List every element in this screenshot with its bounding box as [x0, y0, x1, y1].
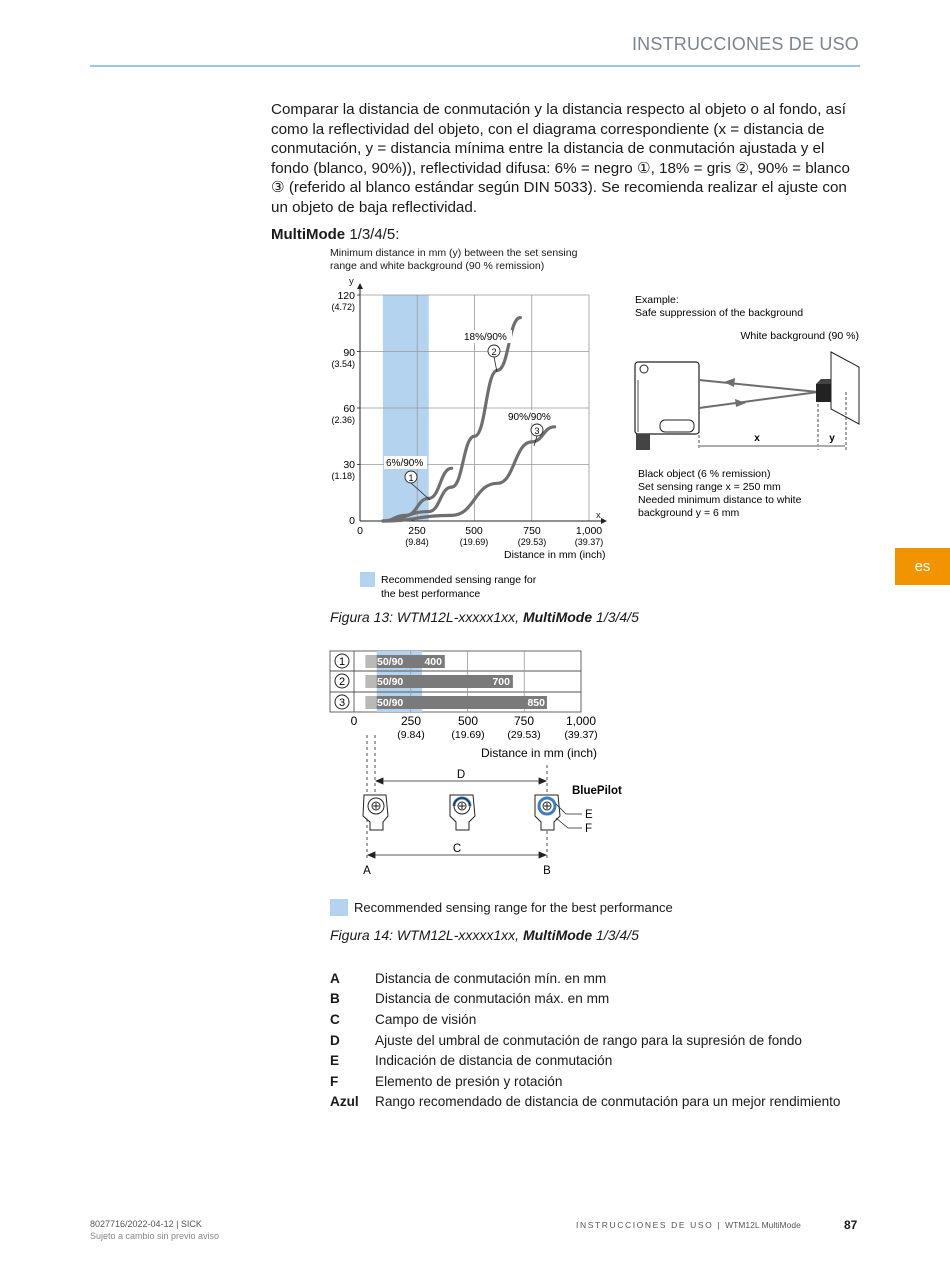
fig14-bar-start-label: 50/90 — [377, 697, 404, 709]
fig14-xtick-main: 250 — [400, 714, 422, 728]
dim-x-label: x — [754, 433, 760, 444]
fig13-x-axis-label: Distance in mm (inch) — [504, 549, 606, 561]
caption-bold: MultiMode — [522, 609, 593, 625]
fig13-curve-label-2 — [462, 330, 512, 357]
page-number: 87 — [844, 1218, 858, 1232]
fig13-x-letter: x — [596, 510, 601, 521]
fig14-bar-start — [365, 655, 376, 668]
legend-key: C — [330, 1011, 340, 1027]
return-beam — [699, 392, 818, 408]
fig13-ytick-sub: (2.36) — [331, 415, 355, 425]
fig13-ytick-main: 90 — [343, 347, 355, 359]
fig14-x-ticks — [351, 714, 598, 741]
legend-text: Campo de visión — [375, 1011, 477, 1027]
fig13-curve-label-num: 3 — [534, 426, 540, 436]
return-beam-arrow — [735, 399, 746, 407]
fig14-row-number: 1 — [338, 656, 346, 668]
figure-14 — [0, 640, 950, 890]
fig13-legend-line1: Recommended sensing range for — [381, 574, 537, 586]
fig13-y-arrow — [357, 283, 363, 289]
legend-row — [330, 1050, 870, 1071]
legend-key: A — [330, 970, 340, 986]
fig14-bar-start-label: 50/90 — [377, 676, 404, 688]
legend-row — [330, 1071, 870, 1092]
knob-icon — [535, 795, 560, 830]
figure-13 — [0, 0, 950, 620]
fig14-bar-end-label: 400 — [424, 656, 442, 668]
fig13-ytick-main: 30 — [343, 459, 355, 471]
footer-product: WTM12L MultiMode — [725, 1220, 801, 1230]
fig14-letter-b: B — [543, 865, 551, 877]
footer-left — [90, 1218, 219, 1242]
fig13-curve-label-num: 1 — [408, 473, 414, 483]
fig13-xtick-sub: (29.53) — [517, 537, 547, 547]
fig14-row-numbers — [335, 654, 349, 709]
fig13-ytick-main: 120 — [337, 290, 355, 302]
fig14-legend — [330, 899, 673, 916]
legend-key: F — [330, 1073, 339, 1089]
fig13-ytick-sub: (1.18) — [331, 471, 355, 481]
fig13-curve-label-3 — [506, 410, 556, 436]
fig14-letter-f: F — [585, 823, 593, 835]
fig14-letter-a: A — [363, 865, 371, 877]
fig13-xtick-main: 250 — [408, 525, 426, 537]
emitter-beam — [699, 380, 818, 392]
fig14-xtick-main: 500 — [457, 714, 479, 728]
caption-suffix: 1/3/4/5 — [592, 609, 639, 625]
legend-text: Distancia de conmutación máx. en mm — [375, 991, 610, 1007]
example-note: Set sensing range x = 250 mm — [638, 481, 781, 493]
fig13-xtick-sub: (39.37) — [574, 537, 604, 547]
example-note: Black object (6 % remission) — [638, 468, 771, 480]
legend-text: Indicación de distancia de conmutación — [375, 1053, 613, 1069]
legend-key: Azul — [330, 1094, 359, 1110]
fig13-y-letter: y — [349, 276, 354, 287]
fig13-legend-swatch — [360, 572, 375, 587]
sensor-icon — [635, 362, 699, 450]
fig13-title-line1: Minimum distance in mm (y) between the set sensing — [330, 247, 578, 259]
legend-text: Ajuste del umbral de conmutación de rango para la supresión de fondo — [375, 1032, 802, 1048]
page-header-title: INSTRUCCIONES DE USO — [631, 34, 859, 54]
fig14-bar-end-label: 700 — [492, 676, 510, 688]
legend-list — [330, 968, 870, 1112]
fig14-xtick-main: 750 — [513, 714, 535, 728]
fig14-bar-start-label: 50/90 — [377, 656, 404, 668]
fig14-xtick-sub: (9.84) — [397, 729, 425, 741]
legend-text: Distancia de conmutación mín. en mm — [375, 970, 607, 986]
fig13-xtick-main: 0 — [357, 525, 363, 537]
legend-key: D — [330, 1032, 340, 1048]
fig13-y-ticks — [331, 290, 355, 527]
fig13-x-arrow — [601, 518, 607, 524]
fig14-xtick-sub: (29.53) — [507, 729, 541, 741]
legend-row — [330, 1092, 870, 1113]
fig14-xtick-main: 1,000 — [565, 714, 597, 728]
fig14-letter-d: D — [456, 769, 466, 781]
fig14-bar-start — [365, 675, 376, 688]
bluepilot-label: BluePilot — [572, 785, 622, 797]
fig14-xtick-main: 0 — [350, 714, 358, 728]
intro-paragraph: Comparar la distancia de conmutación y la distancia respecto al objeto o al fondo, así como la reflectividad del objeto, con el diagrama correspondiente (x = distancia de conmutación, y = distancia mínima entre la distancia de conmutación ajustada y el fondo (blanco, 90%)), reflectividad difusa: 6% = negro ①, 18% = gris ②, 90% = blanco ③ (referido al blanco estándar según DIN 5033). Se recomienda realizar el ajuste con un objeto de baja reflectividad. — [271, 101, 850, 216]
dim-y-label: y — [829, 433, 835, 444]
fig13-curve-label-text: 6%/90% — [386, 458, 424, 469]
fig13-example-title: Example: — [635, 294, 679, 306]
fig13-ytick-sub: (4.72) — [331, 302, 355, 312]
legend-row — [330, 1030, 870, 1051]
fig13-curve-label-text: 90%/90% — [508, 412, 551, 423]
example-note: Needed minimum distance to white — [638, 494, 802, 506]
fig14-row-number: 3 — [338, 697, 346, 709]
knob-icon — [450, 795, 475, 830]
footer-doc-id: 8027716/2022-04-12 | SICK — [90, 1219, 202, 1229]
fig13-ytick-sub: (3.54) — [331, 359, 355, 369]
fig13-ytick-main: 0 — [349, 515, 355, 527]
fig13-xtick-main: 1,000 — [575, 525, 603, 537]
fig14-xtick-sub: (19.69) — [451, 729, 485, 741]
fig13-x-ticks — [357, 525, 603, 547]
fig14-letter-c: C — [452, 843, 462, 855]
white-background-plate — [831, 352, 859, 424]
caption-suffix: 1/3/4/5 — [592, 927, 639, 943]
fig14-bar-end-label: 850 — [527, 697, 545, 709]
caption-prefix: Figura 14: WTM12L-xxxxx1xx, — [330, 927, 523, 943]
caption-bold: MultiMode — [522, 927, 593, 943]
fig14-legend-swatch — [330, 899, 348, 916]
fig13-xtick-main: 750 — [523, 525, 541, 537]
fig13-white-bg-label: White background (90 %) — [740, 330, 859, 342]
fig13-legend-line2: the best performance — [381, 588, 481, 600]
legend-row — [330, 968, 870, 989]
footer-middle — [576, 1220, 801, 1230]
legend-row — [330, 989, 870, 1010]
fig14-x-axis-label: Distance in mm (inch) — [481, 746, 598, 760]
fig14-row-number: 2 — [338, 676, 346, 688]
fig14-letter-e: E — [585, 809, 593, 821]
fig14-xtick-sub: (39.37) — [564, 729, 598, 741]
footer-middle-spaced: INSTRUCCIONES DE USO | — [576, 1220, 726, 1230]
figure-13-caption — [330, 609, 639, 625]
footer-subject: Sujeto a cambio sin previo aviso — [90, 1231, 220, 1241]
caption-prefix: Figura 13: WTM12L-xxxxx1xx, — [330, 609, 523, 625]
fig13-ytick-main: 60 — [343, 403, 355, 415]
fig13-curve-label-num: 2 — [491, 347, 497, 357]
section-heading-bold: MultiMode — [271, 226, 346, 243]
fig13-xtick-main: 500 — [465, 525, 483, 537]
legend-key: E — [330, 1053, 340, 1069]
language-tab[interactable]: es — [895, 548, 950, 585]
fig13-curve-label-text: 18%/90% — [464, 332, 507, 343]
legend-key: B — [330, 991, 340, 1007]
knob-icon — [363, 795, 388, 830]
example-note: background y = 6 mm — [638, 507, 740, 519]
legend-row — [330, 1009, 870, 1030]
section-heading-rest: 1/3/4/5: — [345, 226, 400, 243]
fig14-bar-start — [365, 696, 376, 709]
fig13-xtick-sub: (19.69) — [459, 537, 489, 547]
legend-text: Elemento de presión y rotación — [375, 1073, 563, 1089]
fig13-xtick-sub: (9.84) — [405, 537, 429, 547]
fig14-legend-text: Recommended sensing range for the best performance — [354, 900, 673, 915]
fig13-title-line2: range and white background (90 % remission) — [330, 260, 545, 272]
figure-14-caption — [330, 927, 639, 943]
legend-text: Rango recomendado de distancia de conmutación para un mejor rendimiento — [375, 1094, 841, 1110]
emitter-beam-arrow — [724, 378, 735, 387]
fig13-example-sub: Safe suppression of the background — [635, 307, 804, 319]
